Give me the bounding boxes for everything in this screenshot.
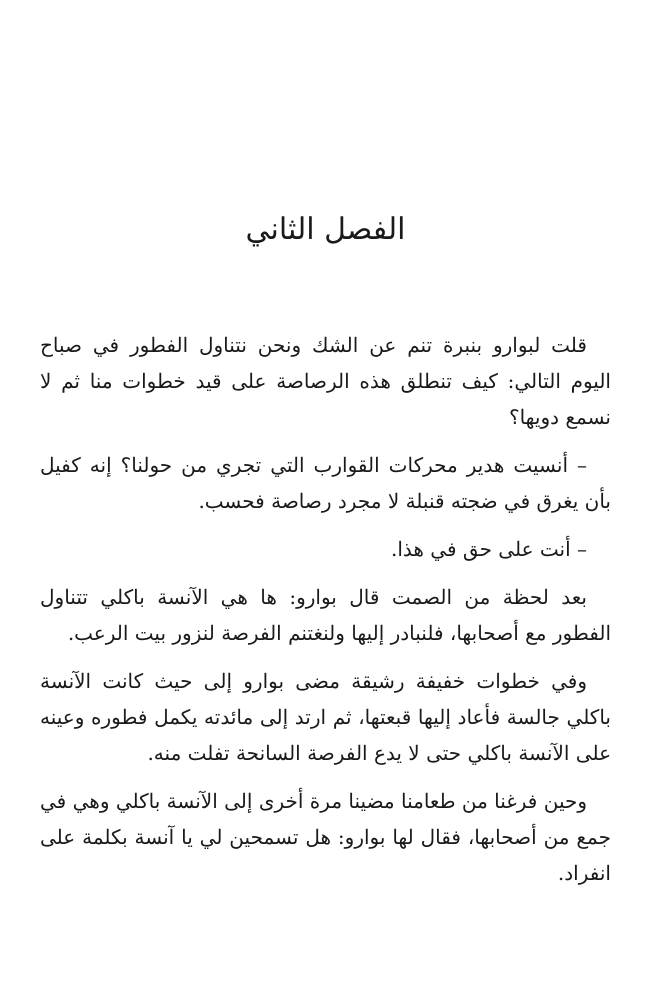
chapter-title: الفصل الثاني (245, 212, 406, 247)
paragraph: – أنسيت هدير محركات القوارب التي تجري من حولنا؟ إنه كفيل بأن يغرق في ضجته قنبلة لا مجرد رصاصة فحسب. (40, 453, 611, 513)
chapter-body (40, 327, 611, 903)
paragraph: بعد لحظة من الصمت قال بوارو: ها هي الآنسة باكلي تتناول الفطور مع أصحابها، فلنبادر إليها ولنغتنم الفرصة لنزور بيت الرعب. (40, 585, 611, 645)
paragraph: – أنت على حق في هذا. (390, 537, 587, 561)
paragraph: قلت لبوارو بنبرة تنم عن الشك ونحن نتناول الفطور في صباح اليوم التالي: كيف تنطلق هذه الرصاصة على قيد خطوات منا ثم لا نسمع دويها؟ (40, 333, 611, 429)
paragraph: وحين فرغنا من طعامنا مضينا مرة أخرى إلى الآنسة باكلي وهي في جمع من أصحابها، فقال لها بوارو: هل تسمحين لي يا آنسة بكلمة على انفراد. (40, 789, 611, 885)
paragraph: وفي خطوات خفيفة رشيقة مضى بوارو إلى حيث كانت الآنسة باكلي جالسة فأعاد إليها قبعتها، ثم ارتد إلى مائدته يكمل فطوره وعينه على الآنسة باكلي حتى لا يدع الفرصة السانحة تفلت منه. (40, 669, 611, 765)
